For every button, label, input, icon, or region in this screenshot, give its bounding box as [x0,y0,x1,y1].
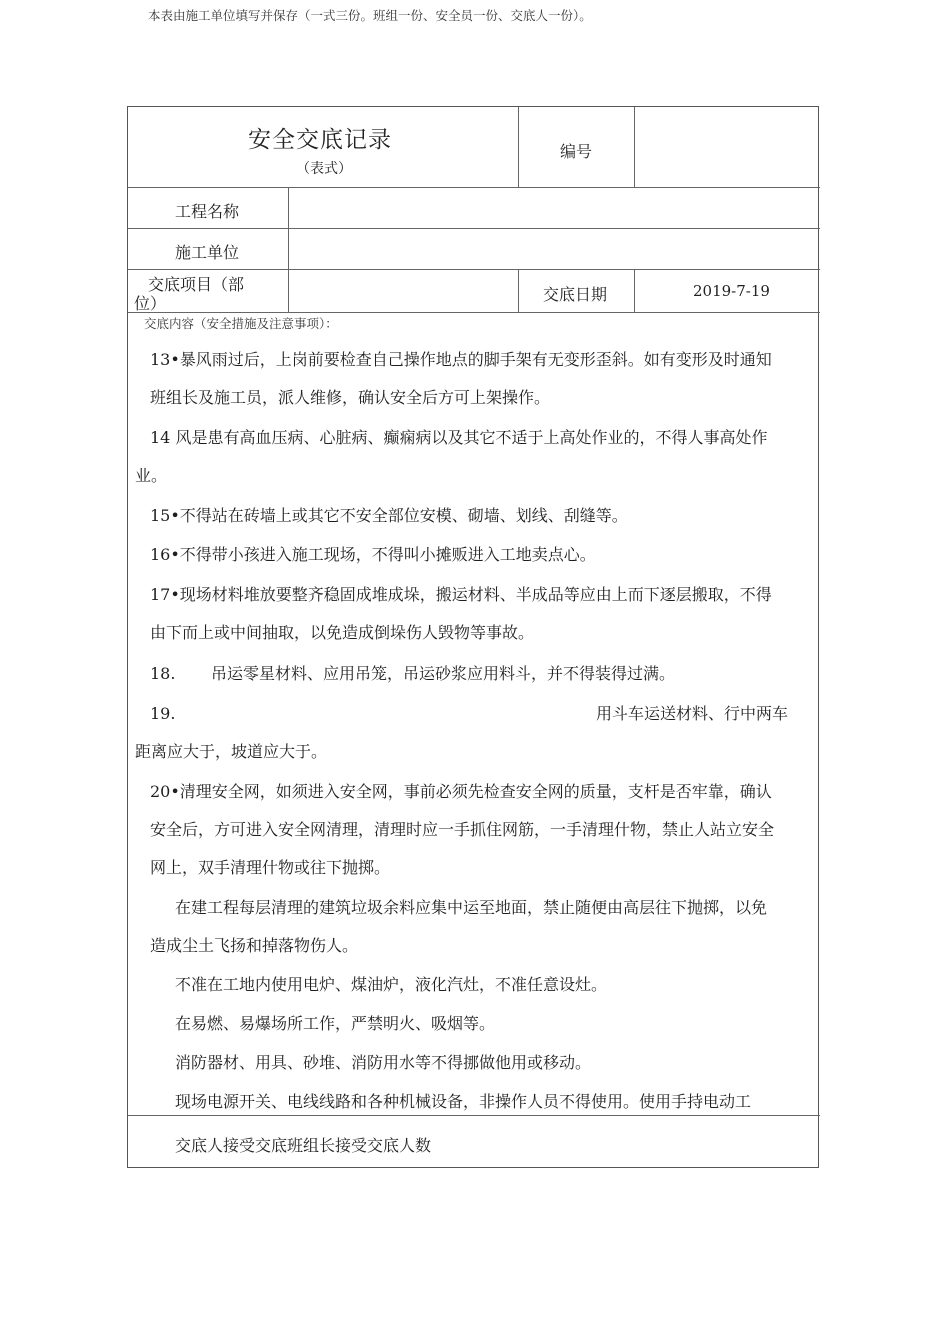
content-line: 安全后，方可进入安全网清理，清理时应一手抓住网筋，一手清理什物，禁止人站立安全 [150,820,775,839]
content-line: 距离应大于，坡道应大于。 [135,742,328,761]
content-line: 在建工程每层清理的建筑垃圾余料应集中运至地面，禁止随便由高层往下抛掷，以免 [175,898,768,917]
content-line: 不准在工地内使用电炉、煤油炉，液化汽灶，不准任意设灶。 [175,975,608,994]
content-line: 用斗车运送材料、行中两车 [596,704,789,723]
content-line: 由下而上或中间抽取，以免造成倒垛伤人毁物等事故。 [150,623,535,642]
content-line: 16•不得带小孩进入施工现场，不得叫小摊贩进入工地卖点心。 [150,545,596,564]
row-divider [128,269,820,270]
content-line: 业。 [135,466,168,485]
content-line: 14 风是患有高血压病、心脏病、癫痫病以及其它不适于上高处作业的，不得人事高处作 [150,428,768,447]
content-line: 造成尘土飞扬和掉落物伤人。 [150,936,359,955]
content-line: 20•清理安全网，如须进入安全网，事前必须先检查安全网的质量，支杆是否牢靠，确认 [150,782,772,801]
row-divider [128,228,820,229]
content-line: 消防器材、用具、砂堆、消防用水等不得挪做他用或移动。 [175,1053,592,1072]
briefing-date-value[interactable]: 2019-7-19 [693,282,770,300]
form-title: 安全交底记录 [248,127,392,153]
signature-row: 交底人接受交底班组长接受交底人数 [175,1136,432,1155]
column-divider [518,107,519,187]
column-divider [518,269,519,312]
content-line: 17•现场材料堆放要整齐稳固成堆成垛，搬运材料、半成品等应由上而下逐层搬取，不得 [150,585,772,604]
content-line: 吊运零星材料、应用吊笼，吊运砂浆应用料斗，并不得装得过满。 [211,664,676,683]
project-name-label: 工程名称 [175,202,240,221]
content-line-number: 18. [150,664,176,683]
row-divider [128,187,820,188]
content-line: 15•不得站在砖墙上或其它不安全部位安模、砌墙、划线、刮缝等。 [150,506,628,525]
construction-unit-label: 施工单位 [175,243,240,262]
number-label: 编号 [560,142,593,161]
content-line: 13•暴风雨过后，上岗前要检查自己操作地点的脚手架有无变形歪斜。如有变形及时通知 [150,350,772,369]
content-line: 在易燃、易爆场所工作，严禁明火、吸烟等。 [175,1014,496,1033]
content-heading: 交底内容（安全措施及注意事项）： [144,316,338,331]
row-divider [128,312,820,313]
content-line: 班组长及施工员，派人维修，确认安全后方可上架操作。 [150,388,551,407]
briefing-item-label-line2: 位） [134,294,167,313]
safety-briefing-form [127,106,819,1168]
briefing-item-label-line1: 交底项目（部 [148,275,245,294]
column-divider [288,187,289,312]
form-subtitle: （表式） [296,161,352,177]
column-divider [634,107,635,187]
content-line-number: 19. [150,704,176,723]
header-note: 本表由施工单位填写并保存（一式三份。班组一份、安全员一份、交底人一份）。 [148,8,592,23]
briefing-date-label: 交底日期 [543,285,608,304]
content-line: 网上，双手清理什物或往下抛掷。 [150,858,391,877]
content-line: 现场电源开关、电线线路和各种机械设备，非操作人员不得使用。使用手持电动工 [175,1092,752,1111]
column-divider [634,269,635,312]
